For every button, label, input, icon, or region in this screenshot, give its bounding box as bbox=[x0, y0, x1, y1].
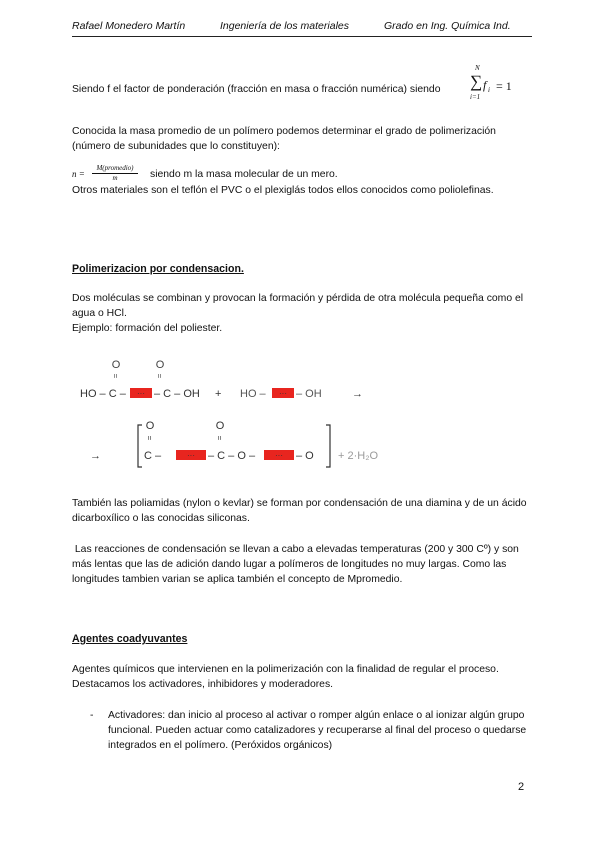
condensation-title: Polimerizacion por condensacion. bbox=[72, 263, 244, 275]
double-bond-3: = bbox=[145, 435, 154, 441]
double-bond-1: = bbox=[111, 373, 120, 379]
agents-intro: Agentes químicos que intervienen en la polimerización con la finalidad de regular el proceso. Destacamos los activadores, inhibidores y moderadores. bbox=[72, 664, 499, 690]
polymer-core-ellipsis-1: ··· bbox=[187, 451, 195, 460]
other-materials-text: Otros materiales son el teflón el PVC o el plexiglás todos ellos conocidos como poliolefinas. bbox=[72, 185, 494, 196]
activators-bullet: - bbox=[90, 710, 94, 721]
sum-lower: i=1 bbox=[470, 93, 481, 101]
polymer-end: – O bbox=[296, 450, 314, 462]
oxygen-1: O bbox=[111, 359, 121, 371]
water-product: + 2·H₂O bbox=[338, 450, 379, 462]
formula-numerator: M(promedio) bbox=[92, 163, 138, 174]
page-header bbox=[72, 20, 532, 37]
polymer-core-ellipsis-2: ··· bbox=[275, 451, 283, 460]
condensation-example: Ejemplo: formación del poliester. bbox=[72, 323, 223, 334]
sum-result: = 1 bbox=[496, 79, 512, 93]
double-bond-4: = bbox=[215, 435, 224, 441]
oxygen-4: O bbox=[215, 420, 225, 432]
page-number: 2 bbox=[518, 781, 525, 793]
polymer-ester-link: – C – O – bbox=[208, 450, 256, 462]
alcohol-core-ellipsis: ··· bbox=[279, 389, 287, 398]
formula-lhs: n = bbox=[72, 169, 85, 179]
polyamides-text: También las poliamidas (nylon o kevlar) se forman por condensación de una diamina y de un ácido dicarboxílico o las conocidas siliconas. bbox=[72, 498, 527, 524]
bracket-right bbox=[326, 425, 330, 467]
alcohol-right-group: – OH bbox=[296, 388, 322, 400]
sum-formula bbox=[470, 64, 550, 106]
oxygen-2: O bbox=[155, 359, 165, 371]
formula-denominator: m bbox=[112, 174, 118, 182]
sum-sub: i bbox=[488, 86, 490, 94]
weighting-text: Siendo f el factor de ponderación (fracción en masa o fracción numérica) siendo bbox=[72, 84, 441, 95]
condensation-intro: Dos moléculas se combinan y provocan la formación y pérdida de otra molécula pequeña como el agua o HCl. bbox=[72, 293, 524, 319]
acid-right-group: – C – OH bbox=[154, 388, 200, 400]
agents-title: Agentes coadyuvantes bbox=[72, 633, 188, 645]
oxygen-3: O bbox=[145, 420, 155, 432]
acid-left-group: HO – C – bbox=[80, 388, 126, 400]
formula-note: siendo m la masa molecular de un mero. bbox=[150, 169, 338, 180]
polymerization-degree-text: Conocida la masa promedio de un polímero podemos determinar el grado de polimerización (número de subunidades que lo constituyen): bbox=[72, 126, 496, 152]
reactant-plus: + bbox=[215, 388, 222, 400]
double-bond-2: = bbox=[155, 373, 164, 379]
sum-upper: N bbox=[475, 64, 480, 72]
polymer-carbonyl: C – bbox=[144, 450, 162, 462]
header-author: Rafael Monedero Martín bbox=[72, 20, 186, 32]
acid-core-ellipsis: ··· bbox=[137, 389, 145, 398]
reaction-arrow-1: → bbox=[352, 388, 363, 400]
header-degree: Grado en Ing. Química Ind. bbox=[384, 20, 511, 32]
activators-text: Activadores: dan inicio al proceso al activar o romper algún enlace o al ionizar algún grupo funcional. Pueden actuar como catalizadores y recuperarse al final del proceso o quedarse integrados en el polímero. (Peróxidos orgánicos) bbox=[108, 710, 527, 751]
sum-term: f bbox=[483, 78, 487, 92]
condensation-conditions: Las reacciones de condensación se llevan a cabo a elevadas temperaturas (200 y 300 Cº) y son más lentas que las de adición dando lugar a polímeros de longitudes no muy largas. Como las longitudes tambien varian se aplica también el concepto de Mpromedio. bbox=[72, 544, 522, 585]
alcohol-left-group: HO – bbox=[240, 388, 266, 400]
bracket-left bbox=[138, 425, 142, 467]
header-subject: Ingeniería de los materiales bbox=[220, 20, 349, 32]
sum-symbol: ∑ bbox=[470, 72, 483, 91]
polyester-reaction-diagram bbox=[80, 355, 420, 475]
reaction-arrow-2: → bbox=[90, 450, 101, 462]
